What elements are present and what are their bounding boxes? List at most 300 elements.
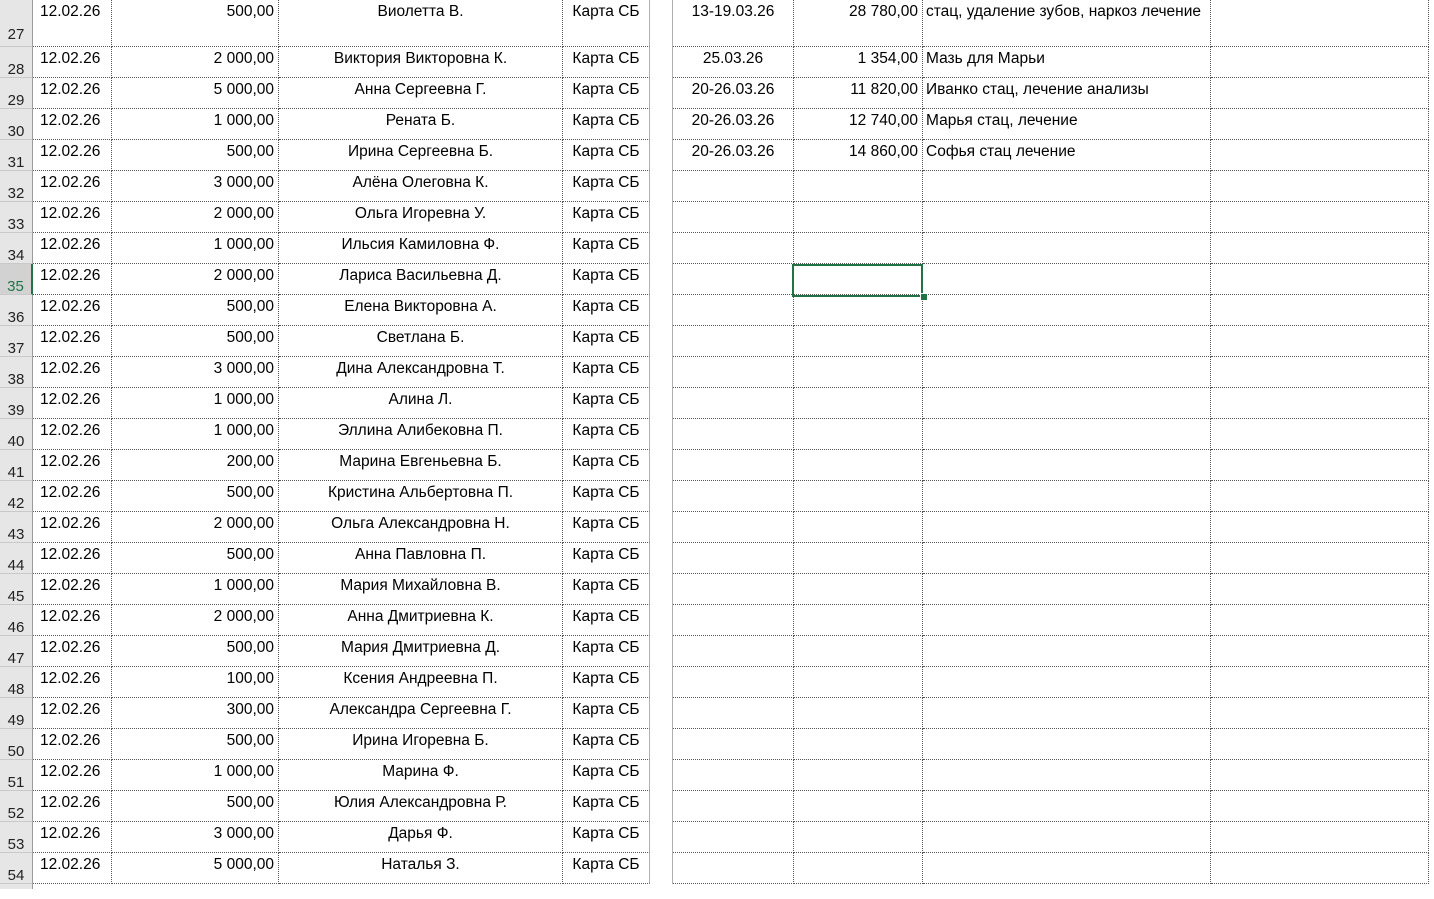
cell-expense-period[interactable] [673, 543, 794, 574]
cell-expense-period[interactable] [673, 326, 794, 357]
cell-date[interactable]: 12.02.26 [33, 512, 112, 543]
cell-expense-period[interactable] [673, 512, 794, 543]
cell-empty[interactable] [650, 357, 673, 388]
cell-expense-period[interactable] [673, 729, 794, 760]
cell-empty[interactable] [1211, 140, 1429, 171]
cell-expense-period[interactable] [673, 698, 794, 729]
cell-expense-sum[interactable] [794, 419, 923, 450]
cell-empty[interactable] [1211, 295, 1429, 326]
cell-empty[interactable] [1211, 419, 1429, 450]
cell-payment-method[interactable]: Карта СБ [563, 419, 650, 450]
row-header[interactable]: 35 [0, 264, 33, 295]
cell-empty[interactable] [650, 853, 673, 884]
cell-donor-name[interactable]: Кристина Альбертовна П. [279, 481, 563, 512]
cell-date[interactable]: 12.02.26 [33, 574, 112, 605]
cell-empty[interactable] [650, 543, 673, 574]
cell-empty[interactable] [650, 140, 673, 171]
cell-donor-name[interactable]: Ирина Сергеевна Б. [279, 140, 563, 171]
table-row [0, 853, 1434, 884]
cell-expense-description[interactable] [923, 233, 1211, 264]
row-header[interactable]: 31 [0, 140, 33, 171]
cell-amount[interactable]: 3 000,00 [112, 822, 279, 853]
cell-date[interactable]: 12.02.26 [33, 791, 112, 822]
cell-date[interactable]: 12.02.26 [33, 636, 112, 667]
cell-expense-sum[interactable] [794, 295, 923, 326]
cell-amount[interactable]: 1 000,00 [112, 574, 279, 605]
cell-empty[interactable] [650, 605, 673, 636]
cell-expense-period[interactable] [673, 295, 794, 326]
cell-amount[interactable]: 500,00 [112, 481, 279, 512]
row-header[interactable]: 54 [0, 853, 33, 884]
cell-donor-name[interactable]: Ксения Андреевна П. [279, 667, 563, 698]
cell-empty[interactable] [1211, 698, 1429, 729]
cell-expense-period[interactable] [673, 636, 794, 667]
cell-expense-period[interactable] [673, 667, 794, 698]
cell-payment-method[interactable]: Карта СБ [563, 729, 650, 760]
table-row [0, 233, 1434, 264]
cell-payment-method[interactable]: Карта СБ [563, 698, 650, 729]
cell-amount[interactable]: 2 000,00 [112, 605, 279, 636]
table-row [0, 326, 1434, 357]
cell-donor-name[interactable]: Алёна Олеговна К. [279, 171, 563, 202]
fill-handle[interactable] [920, 293, 928, 301]
cell-date[interactable]: 12.02.26 [33, 729, 112, 760]
cell-expense-sum[interactable] [794, 729, 923, 760]
cell-amount[interactable]: 5 000,00 [112, 78, 279, 109]
row-header[interactable]: 48 [0, 667, 33, 698]
cell-expense-sum[interactable] [794, 450, 923, 481]
cell-expense-period[interactable] [673, 357, 794, 388]
cell-empty[interactable] [1211, 450, 1429, 481]
cell-expense-sum[interactable]: 14 860,00 [794, 140, 923, 171]
cell-expense-period[interactable] [673, 822, 794, 853]
cell-expense-sum[interactable] [794, 388, 923, 419]
cell-empty[interactable] [650, 791, 673, 822]
row-header[interactable]: 41 [0, 450, 33, 481]
cell-expense-description[interactable] [923, 636, 1211, 667]
cell-amount[interactable]: 500,00 [112, 791, 279, 822]
cell-date[interactable]: 12.02.26 [33, 264, 112, 295]
cell-expense-sum[interactable]: 1 354,00 [794, 47, 923, 78]
cell-expense-description[interactable] [923, 512, 1211, 543]
cell-donor-name[interactable]: Анна Павловна П. [279, 543, 563, 574]
cell-expense-sum[interactable] [794, 605, 923, 636]
row-header[interactable]: 44 [0, 543, 33, 574]
cell-empty[interactable] [1211, 605, 1429, 636]
cell-expense-description[interactable] [923, 450, 1211, 481]
cell-expense-description[interactable] [923, 171, 1211, 202]
row-header[interactable]: 46 [0, 605, 33, 636]
cell-expense-description[interactable] [923, 481, 1211, 512]
cell-empty[interactable] [650, 481, 673, 512]
table-row [0, 512, 1434, 543]
cell-expense-period[interactable] [673, 481, 794, 512]
cell-expense-description[interactable] [923, 357, 1211, 388]
cell-empty[interactable] [1211, 233, 1429, 264]
cell-expense-sum[interactable] [794, 822, 923, 853]
cell-empty[interactable] [1211, 171, 1429, 202]
cell-date[interactable]: 12.02.26 [33, 698, 112, 729]
cell-payment-method[interactable]: Карта СБ [563, 47, 650, 78]
cell-payment-method[interactable]: Карта СБ [563, 171, 650, 202]
cell-amount[interactable]: 2 000,00 [112, 47, 279, 78]
cell-empty[interactable] [650, 326, 673, 357]
cell-expense-description[interactable] [923, 326, 1211, 357]
cell-expense-period[interactable] [673, 264, 794, 295]
cell-empty[interactable] [1211, 202, 1429, 233]
cell-date[interactable]: 12.02.26 [33, 822, 112, 853]
cell-expense-sum[interactable] [794, 791, 923, 822]
cell-empty[interactable] [1211, 667, 1429, 698]
row-header[interactable]: 29 [0, 78, 33, 109]
cell-empty[interactable] [650, 450, 673, 481]
cell-amount[interactable]: 2 000,00 [112, 202, 279, 233]
cell-expense-period[interactable] [673, 450, 794, 481]
cell-empty[interactable] [1211, 853, 1429, 884]
cell-donor-name[interactable]: Эллина Алибековна П. [279, 419, 563, 450]
cell-date[interactable]: 12.02.26 [33, 109, 112, 140]
cell-empty[interactable] [1211, 543, 1429, 574]
cell-amount[interactable]: 1 000,00 [112, 388, 279, 419]
cell-amount[interactable]: 500,00 [112, 636, 279, 667]
row-header[interactable]: 34 [0, 233, 33, 264]
cell-expense-sum[interactable] [794, 574, 923, 605]
cell-expense-period[interactable] [673, 419, 794, 450]
row-header[interactable]: 43 [0, 512, 33, 543]
cell-expense-period[interactable] [673, 574, 794, 605]
table-row [0, 450, 1434, 481]
cell-expense-sum[interactable]: 12 740,00 [794, 109, 923, 140]
cell-date[interactable]: 12.02.26 [33, 419, 112, 450]
cell-date[interactable]: 12.02.26 [33, 47, 112, 78]
row-header[interactable]: 36 [0, 295, 33, 326]
table-row [0, 264, 1434, 295]
cell-expense-description[interactable] [923, 388, 1211, 419]
cell-expense-sum[interactable] [794, 326, 923, 357]
cell-expense-sum[interactable] [794, 760, 923, 791]
cell-amount[interactable]: 1 000,00 [112, 419, 279, 450]
cell-donor-name[interactable]: Рената Б. [279, 109, 563, 140]
cell-donor-name[interactable]: Анна Дмитриевна К. [279, 605, 563, 636]
cell-date[interactable]: 12.02.26 [33, 0, 112, 47]
cell-empty[interactable] [1211, 0, 1429, 47]
cell-expense-sum[interactable] [794, 512, 923, 543]
cell-expense-description[interactable] [923, 605, 1211, 636]
cell-donor-name[interactable]: Алина Л. [279, 388, 563, 419]
cell-donor-name[interactable]: Елена Викторовна А. [279, 295, 563, 326]
cell-expense-period[interactable]: 20-26.03.26 [673, 109, 794, 140]
cell-payment-method[interactable]: Карта СБ [563, 481, 650, 512]
cell-amount[interactable]: 2 000,00 [112, 512, 279, 543]
cell-amount[interactable]: 500,00 [112, 140, 279, 171]
row-header[interactable]: 39 [0, 388, 33, 419]
cell-payment-method[interactable]: Карта СБ [563, 109, 650, 140]
cell-expense-period[interactable] [673, 171, 794, 202]
cell-expense-description[interactable]: Марья стац, лечение [923, 109, 1211, 140]
cell-amount[interactable]: 500,00 [112, 729, 279, 760]
cell-donor-name[interactable]: Наталья З. [279, 853, 563, 884]
cell-empty[interactable] [650, 295, 673, 326]
cell-expense-sum[interactable] [794, 698, 923, 729]
cell-payment-method[interactable]: Карта СБ [563, 636, 650, 667]
cell-expense-sum[interactable]: 11 820,00 [794, 78, 923, 109]
cell-expense-description[interactable] [923, 791, 1211, 822]
cell-payment-method[interactable]: Карта СБ [563, 264, 650, 295]
cell-date[interactable]: 12.02.26 [33, 295, 112, 326]
table-row [0, 295, 1434, 326]
cell-expense-description[interactable] [923, 760, 1211, 791]
cell-expense-description[interactable] [923, 419, 1211, 450]
cell-expense-description[interactable]: стац, удаление зубов, наркоз лечение [923, 0, 1211, 47]
cell-amount[interactable]: 1 000,00 [112, 760, 279, 791]
cell-amount[interactable]: 3 000,00 [112, 171, 279, 202]
cell-expense-sum[interactable] [794, 543, 923, 574]
cell-date[interactable]: 12.02.26 [33, 481, 112, 512]
row-header[interactable]: 51 [0, 760, 33, 791]
cell-donor-name[interactable]: Ольга Игоревна У. [279, 202, 563, 233]
cell-empty[interactable] [1211, 729, 1429, 760]
cell-empty[interactable] [1211, 326, 1429, 357]
cell-empty[interactable] [650, 78, 673, 109]
cell-donor-name[interactable]: Марина Евгеньевна Б. [279, 450, 563, 481]
cell-expense-period[interactable]: 20-26.03.26 [673, 78, 794, 109]
cell-expense-description[interactable] [923, 574, 1211, 605]
cell-payment-method[interactable]: Карта СБ [563, 326, 650, 357]
cell-empty[interactable] [650, 636, 673, 667]
cell-amount[interactable]: 200,00 [112, 450, 279, 481]
cell-expense-period[interactable] [673, 388, 794, 419]
cell-expense-period[interactable] [673, 853, 794, 884]
cell-expense-sum[interactable] [794, 233, 923, 264]
cell-empty[interactable] [1211, 760, 1429, 791]
cell-donor-name[interactable]: Дарья Ф. [279, 822, 563, 853]
cell-expense-sum[interactable] [794, 853, 923, 884]
row-header[interactable]: 32 [0, 171, 33, 202]
cell-amount[interactable]: 500,00 [112, 543, 279, 574]
cell-amount[interactable]: 2 000,00 [112, 264, 279, 295]
row-header[interactable]: 40 [0, 419, 33, 450]
cell-empty[interactable] [1211, 388, 1429, 419]
cell-amount[interactable]: 300,00 [112, 698, 279, 729]
cell-date[interactable]: 12.02.26 [33, 605, 112, 636]
cell-empty[interactable] [650, 388, 673, 419]
cell-expense-sum[interactable] [794, 481, 923, 512]
cell-donor-name[interactable]: Ильсия Камиловна Ф. [279, 233, 563, 264]
cell-amount[interactable]: 1 000,00 [112, 233, 279, 264]
cell-empty[interactable] [650, 109, 673, 140]
cell-payment-method[interactable]: Карта СБ [563, 791, 650, 822]
row-header[interactable]: 53 [0, 822, 33, 853]
cell-empty[interactable] [650, 202, 673, 233]
cell-expense-period[interactable]: 20-26.03.26 [673, 140, 794, 171]
row-header[interactable]: 42 [0, 481, 33, 512]
table-row [0, 419, 1434, 450]
row-header[interactable]: 33 [0, 202, 33, 233]
cell-expense-sum[interactable] [794, 636, 923, 667]
cell-empty[interactable] [1211, 822, 1429, 853]
cell-expense-sum[interactable] [794, 667, 923, 698]
cell-donor-name[interactable]: Виктория Викторовна К. [279, 47, 563, 78]
table-row [0, 636, 1434, 667]
cell-empty[interactable] [1211, 264, 1429, 295]
cell-donor-name[interactable]: Юлия Александровна Р. [279, 791, 563, 822]
cell-empty[interactable] [1211, 481, 1429, 512]
cell-expense-description[interactable]: Иванко стац, лечение анализы [923, 78, 1211, 109]
cell-payment-method[interactable]: Карта СБ [563, 822, 650, 853]
cell-donor-name[interactable]: Ольга Александровна Н. [279, 512, 563, 543]
cell-empty[interactable] [650, 760, 673, 791]
cell-empty[interactable] [650, 512, 673, 543]
cell-date[interactable]: 12.02.26 [33, 171, 112, 202]
cell-expense-description[interactable] [923, 202, 1211, 233]
cell-date[interactable]: 12.02.26 [33, 760, 112, 791]
cell-expense-period[interactable]: 25.03.26 [673, 47, 794, 78]
cell-date[interactable]: 12.02.26 [33, 140, 112, 171]
cell-expense-description[interactable] [923, 667, 1211, 698]
cell-expense-sum[interactable]: 28 780,00 [794, 0, 923, 47]
cell-payment-method[interactable]: Карта СБ [563, 233, 650, 264]
table-row [0, 0, 1434, 47]
cell-empty[interactable] [1211, 636, 1429, 667]
cell-payment-method[interactable]: Карта СБ [563, 202, 650, 233]
table-row [0, 791, 1434, 822]
cell-date[interactable]: 12.02.26 [33, 388, 112, 419]
cell-payment-method[interactable]: Карта СБ [563, 388, 650, 419]
cell-empty[interactable] [1211, 574, 1429, 605]
cell-payment-method[interactable]: Карта СБ [563, 357, 650, 388]
cell-payment-method[interactable]: Карта СБ [563, 605, 650, 636]
cell-donor-name[interactable]: Светлана Б. [279, 326, 563, 357]
cell-empty[interactable] [1211, 78, 1429, 109]
cell-expense-period[interactable] [673, 760, 794, 791]
row-header[interactable]: 49 [0, 698, 33, 729]
cell-donor-name[interactable]: Лариса Васильевна Д. [279, 264, 563, 295]
cell-payment-method[interactable]: Карта СБ [563, 760, 650, 791]
table-row [0, 481, 1434, 512]
row-header[interactable]: 50 [0, 729, 33, 760]
row-header[interactable]: 30 [0, 109, 33, 140]
cell-empty[interactable] [1211, 791, 1429, 822]
cell-expense-sum[interactable] [794, 202, 923, 233]
cell-donor-name[interactable]: Анна Сергеевна Г. [279, 78, 563, 109]
cell-empty[interactable] [1211, 109, 1429, 140]
table-row [0, 729, 1434, 760]
cell-date[interactable]: 12.02.26 [33, 543, 112, 574]
cell-date[interactable]: 12.02.26 [33, 667, 112, 698]
cell-donor-name[interactable]: Ирина Игоревна Б. [279, 729, 563, 760]
cell-donor-name[interactable]: Александра Сергеевна Г. [279, 698, 563, 729]
cell-expense-description[interactable] [923, 729, 1211, 760]
cell-payment-method[interactable]: Карта СБ [563, 450, 650, 481]
cell-payment-method[interactable]: Карта СБ [563, 78, 650, 109]
row-header[interactable]: 52 [0, 791, 33, 822]
cell-donor-name[interactable]: Мария Дмитриевна Д. [279, 636, 563, 667]
cell-donor-name[interactable]: Виолетта В. [279, 0, 563, 47]
cell-expense-period[interactable] [673, 202, 794, 233]
row-header[interactable]: 45 [0, 574, 33, 605]
row-header[interactable]: 38 [0, 357, 33, 388]
cell-expense-period[interactable] [673, 791, 794, 822]
cell-payment-method[interactable]: Карта СБ [563, 667, 650, 698]
cell-date[interactable]: 12.02.26 [33, 233, 112, 264]
cell-empty[interactable] [1211, 357, 1429, 388]
table-row [0, 388, 1434, 419]
cell-empty[interactable] [650, 47, 673, 78]
cell-expense-description[interactable] [923, 543, 1211, 574]
cell-expense-sum[interactable] [794, 357, 923, 388]
cell-date[interactable]: 12.02.26 [33, 853, 112, 884]
cell-payment-method[interactable]: Карта СБ [563, 512, 650, 543]
cell-expense-period[interactable] [673, 605, 794, 636]
cell-donor-name[interactable]: Мария Михайловна В. [279, 574, 563, 605]
cell-payment-method[interactable]: Карта СБ [563, 543, 650, 574]
cell-expense-description[interactable]: Софья стац лечение [923, 140, 1211, 171]
cell-donor-name[interactable]: Дина Александровна Т. [279, 357, 563, 388]
cell-expense-description[interactable] [923, 295, 1211, 326]
cell-expense-period[interactable]: 13-19.03.26 [673, 0, 794, 47]
cell-empty[interactable] [650, 729, 673, 760]
cell-expense-sum[interactable] [794, 171, 923, 202]
cell-payment-method[interactable]: Карта СБ [563, 0, 650, 47]
cell-empty[interactable] [650, 822, 673, 853]
cell-expense-period[interactable] [673, 233, 794, 264]
cell-date[interactable]: 12.02.26 [33, 450, 112, 481]
cell-amount[interactable]: 100,00 [112, 667, 279, 698]
row-header[interactable]: 37 [0, 326, 33, 357]
cell-empty[interactable] [650, 171, 673, 202]
table-row [0, 574, 1434, 605]
cell-amount[interactable]: 500,00 [112, 326, 279, 357]
table-row [0, 822, 1434, 853]
cell-date[interactable]: 12.02.26 [33, 357, 112, 388]
selected-cell[interactable] [792, 264, 923, 297]
cell-empty[interactable] [650, 233, 673, 264]
cell-expense-description[interactable] [923, 853, 1211, 884]
table-row [0, 171, 1434, 202]
cell-empty[interactable] [650, 419, 673, 450]
cell-expense-description[interactable] [923, 822, 1211, 853]
cell-date[interactable]: 12.02.26 [33, 326, 112, 357]
cell-amount[interactable]: 3 000,00 [112, 357, 279, 388]
table-row [0, 78, 1434, 109]
row-header[interactable]: 28 [0, 47, 33, 78]
cell-amount[interactable]: 500,00 [112, 0, 279, 47]
cell-donor-name[interactable]: Марина Ф. [279, 760, 563, 791]
cell-date[interactable]: 12.02.26 [33, 202, 112, 233]
cell-date[interactable]: 12.02.26 [33, 78, 112, 109]
cell-expense-description[interactable] [923, 264, 1211, 295]
cell-empty[interactable] [650, 574, 673, 605]
cell-amount[interactable]: 500,00 [112, 295, 279, 326]
cell-empty[interactable] [650, 264, 673, 295]
cell-empty[interactable] [1211, 47, 1429, 78]
cell-payment-method[interactable]: Карта СБ [563, 295, 650, 326]
cell-amount[interactable]: 5 000,00 [112, 853, 279, 884]
cell-empty[interactable] [650, 667, 673, 698]
cell-payment-method[interactable]: Карта СБ [563, 853, 650, 884]
cell-amount[interactable]: 1 000,00 [112, 109, 279, 140]
cell-empty[interactable] [650, 0, 673, 47]
table-row [0, 47, 1434, 78]
row-header[interactable]: 27 [0, 0, 33, 47]
cell-payment-method[interactable]: Карта СБ [563, 574, 650, 605]
cell-empty[interactable] [1211, 512, 1429, 543]
cell-payment-method[interactable]: Карта СБ [563, 140, 650, 171]
row-header[interactable]: 47 [0, 636, 33, 667]
cell-empty[interactable] [650, 698, 673, 729]
cell-expense-description[interactable]: Мазь для Марьи [923, 47, 1211, 78]
cell-expense-description[interactable] [923, 698, 1211, 729]
